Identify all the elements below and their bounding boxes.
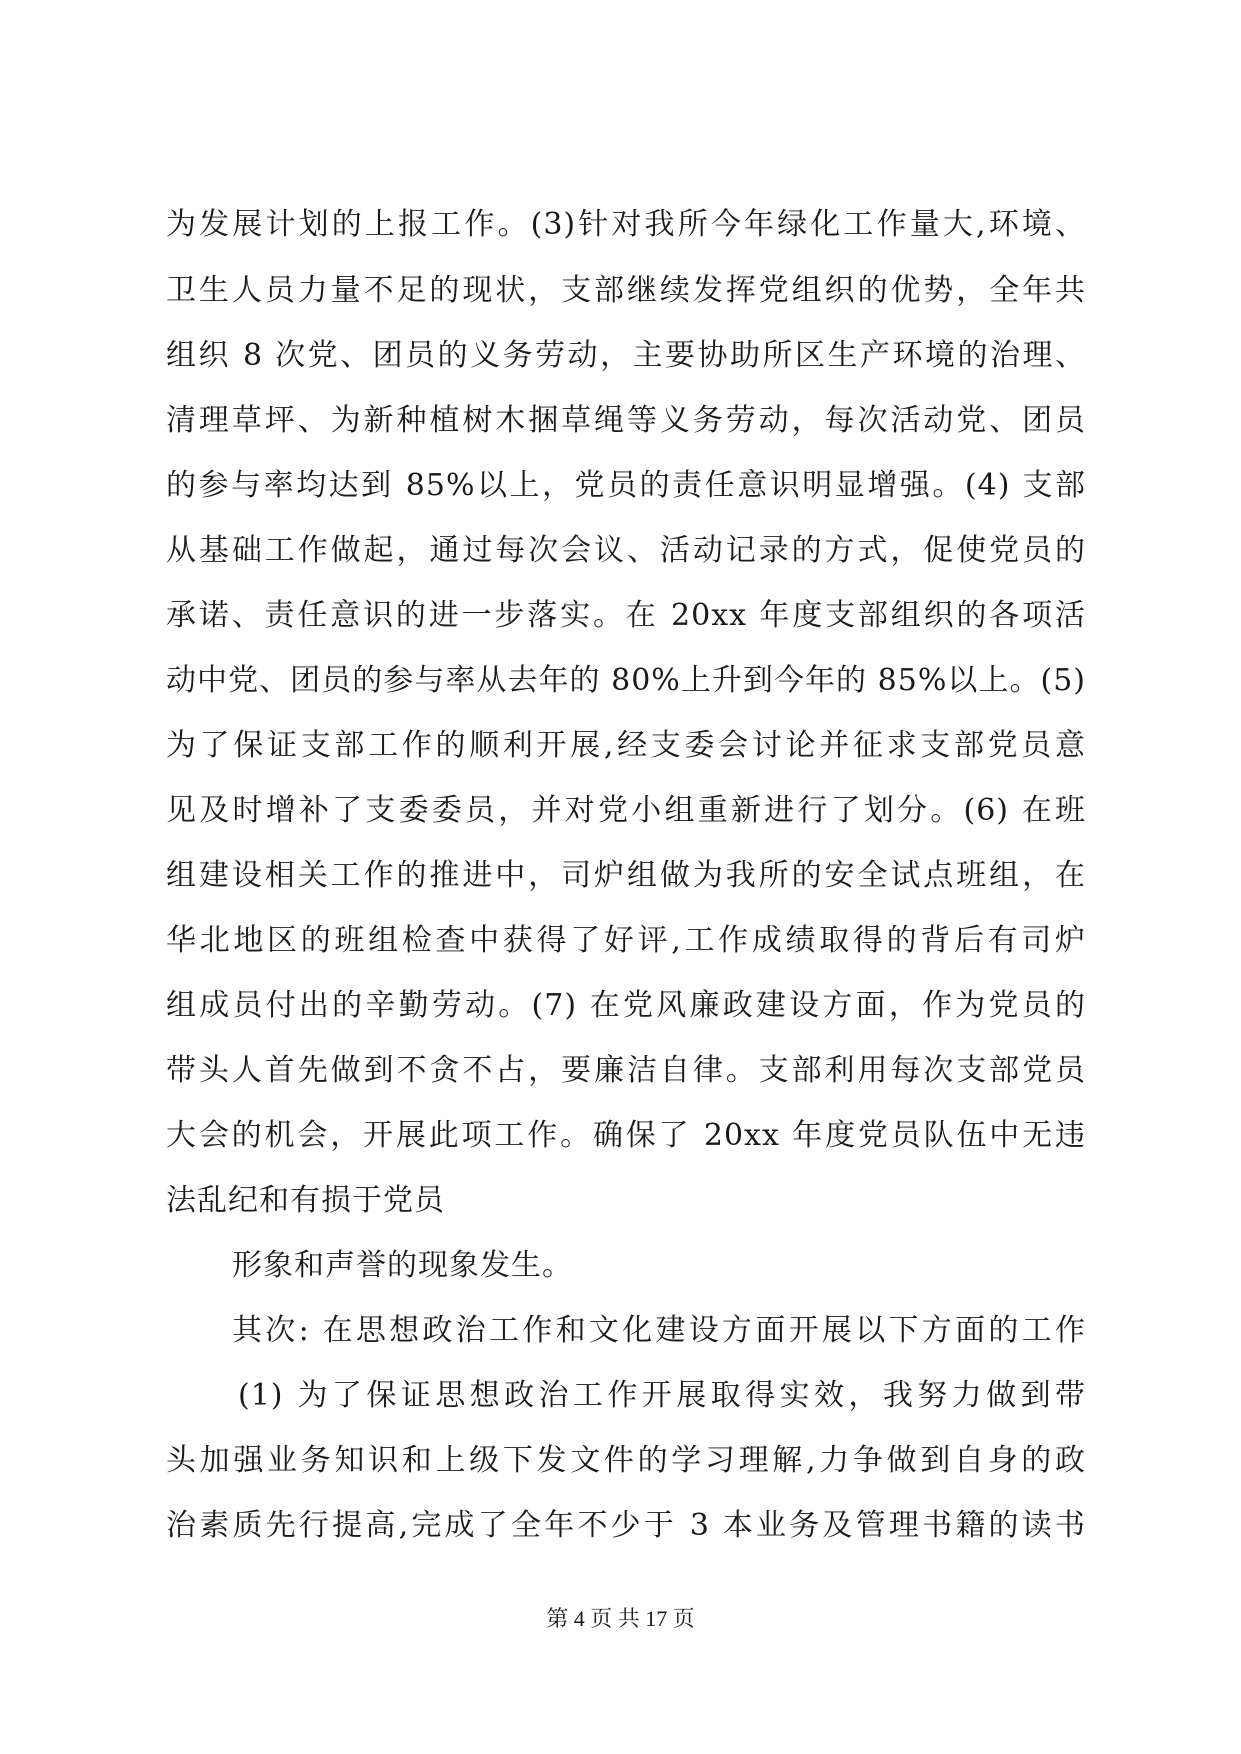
body-text-line: 承诺、责任意识的进一步落实。在 20xx 年度支部组织的各项活: [166, 598, 1086, 633]
body-text-line: 治素质先行提高,完成了全年不少于 3 本业务及管理书籍的读书: [166, 1508, 1086, 1543]
body-text-line: 带头人首先做到不贪不占，要廉洁自律。支部利用每次支部党员: [166, 1053, 1086, 1088]
body-text-line: 法乱纪和有损于党员: [166, 1183, 445, 1218]
body-text-line: 组建设相关工作的推进中，司炉组做为我所的安全试点班组，在: [166, 858, 1086, 893]
section-heading-line: 其次: 在思想政治工作和文化建设方面开展以下方面的工作: [232, 1313, 1086, 1348]
body-text-line: 从基础工作做起，通过每次会议、活动记录的方式，促使党员的: [166, 533, 1086, 568]
paragraph-text-line: 形象和声誉的现象发生。: [232, 1248, 573, 1283]
body-text-line: 的参与率均达到 85%以上，党员的责任意识明显增强。(4) 支部: [166, 468, 1086, 503]
paragraph-text-line: (1) 为了保证思想政治工作开展取得实效，我努力做到带: [238, 1378, 1086, 1413]
body-text-line: 见及时增补了支委委员，并对党小组重新进行了划分。(6) 在班: [166, 793, 1086, 828]
page-number-footer: 第 4 页 共 17 页: [546, 1606, 695, 1631]
body-text-line: 动中党、团员的参与率从去年的 80%上升到今年的 85%以上。(5): [166, 663, 1086, 698]
body-text-line: 头加强业务知识和上级下发文件的学习理解,力争做到自身的政: [166, 1443, 1086, 1478]
body-text-line: 为发展计划的上报工作。(3)针对我所今年绿化工作量大,环境、: [166, 207, 1086, 242]
body-text-line: 卫生人员力量不足的现状，支部继续发挥党组织的优势，全年共: [166, 273, 1086, 308]
body-text-line: 华北地区的班组检查中获得了好评,工作成绩取得的背后有司炉: [166, 923, 1086, 958]
body-text-line: 清理草坪、为新种植树木捆草绳等义务劳动，每次活动党、团员: [166, 403, 1086, 438]
body-text-line: 组织 8 次党、团员的义务劳动，主要协助所区生产环境的治理、: [166, 338, 1086, 373]
body-text-line: 大会的机会，开展此项工作。确保了 20xx 年度党员队伍中无违: [166, 1118, 1086, 1153]
body-text-line: 组成员付出的辛勤劳动。(7) 在党风廉政建设方面，作为党员的: [166, 988, 1086, 1023]
body-text-line: 为了保证支部工作的顺利开展,经支委会讨论并征求支部党员意: [166, 728, 1086, 763]
